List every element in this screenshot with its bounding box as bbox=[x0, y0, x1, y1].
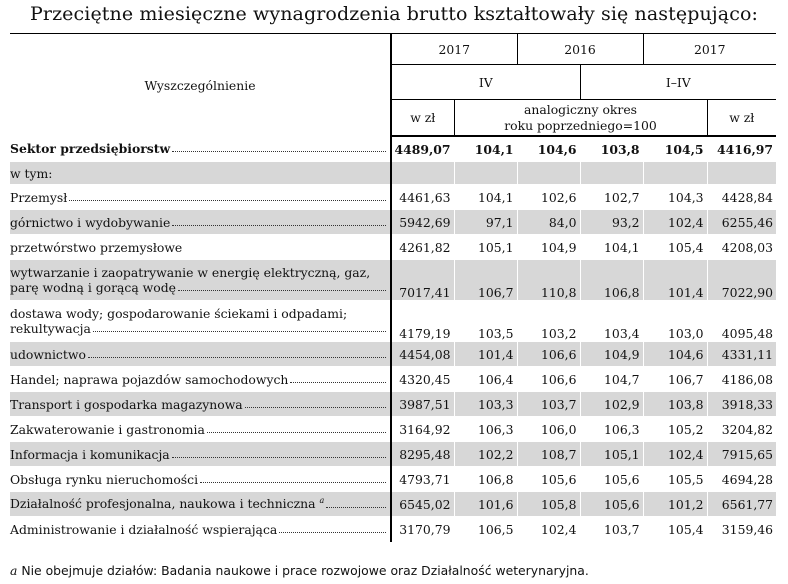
cell: 4186,08 bbox=[707, 367, 776, 392]
analog-line-1: analogiczny okres bbox=[523, 101, 638, 117]
footnote-mark: a bbox=[10, 563, 18, 578]
cell: 105,6 bbox=[517, 467, 580, 492]
table-row bbox=[10, 442, 776, 467]
cell: 104,5 bbox=[643, 136, 707, 162]
cell: 7022,90 bbox=[707, 260, 776, 301]
cell: 103,7 bbox=[580, 517, 643, 542]
cell: 103,8 bbox=[643, 392, 707, 417]
cell: 106,8 bbox=[454, 467, 517, 492]
cell: 7915,65 bbox=[707, 442, 776, 467]
row-label: Handel; naprawa pojazdów samochodowych bbox=[10, 371, 289, 387]
cell: 110,8 bbox=[517, 260, 580, 301]
cell: 104,1 bbox=[454, 185, 517, 210]
cell: 103,4 bbox=[580, 301, 643, 342]
cell bbox=[643, 162, 707, 185]
footnote-text: Nie obejmuje działów: Badania naukowe i prace rozwojowe oraz Działalność weterynaryjna. bbox=[17, 563, 589, 578]
cell: 84,0 bbox=[517, 210, 580, 235]
column-header-year-a: 2017 bbox=[391, 34, 517, 65]
wages-table bbox=[10, 33, 776, 542]
column-header-year-b: 2016 bbox=[517, 34, 643, 65]
cell: 4454,08 bbox=[391, 342, 454, 367]
table-row bbox=[10, 467, 776, 492]
cell: 106,7 bbox=[643, 367, 707, 392]
row-label-line-1: dostawa wody; gospodarowanie ściekami i odpadami; bbox=[10, 306, 348, 321]
row-label-line-2: parę wodną i gorącą wodę bbox=[10, 280, 177, 295]
row-label: w tym: bbox=[10, 165, 53, 181]
table-row bbox=[10, 367, 776, 392]
table-row bbox=[10, 342, 776, 367]
table-row bbox=[10, 235, 776, 260]
cell: 104,1 bbox=[454, 136, 517, 162]
cell: 106,3 bbox=[580, 417, 643, 442]
cell: 105,2 bbox=[643, 417, 707, 442]
cell: 105,5 bbox=[643, 467, 707, 492]
cell: 101,4 bbox=[454, 342, 517, 367]
cell: 108,7 bbox=[517, 442, 580, 467]
table-row bbox=[10, 492, 776, 517]
table-row bbox=[10, 136, 776, 162]
footnote-mark: a bbox=[319, 496, 325, 506]
cell: 105,1 bbox=[454, 235, 517, 260]
cell: 105,8 bbox=[517, 492, 580, 517]
cell: 106,6 bbox=[517, 367, 580, 392]
cell: 4694,28 bbox=[707, 467, 776, 492]
cell: 104,6 bbox=[643, 342, 707, 367]
table-row bbox=[10, 260, 776, 301]
row-label: Zakwaterowanie i gastronomia bbox=[10, 421, 205, 437]
table-row bbox=[10, 185, 776, 210]
cell: 4261,82 bbox=[391, 235, 454, 260]
cell: 102,7 bbox=[580, 185, 643, 210]
column-header-year-c: 2017 bbox=[643, 34, 776, 65]
cell: 7017,41 bbox=[391, 260, 454, 301]
column-header-analog bbox=[454, 100, 707, 137]
cell bbox=[391, 162, 454, 185]
cell: 101,4 bbox=[643, 260, 707, 301]
cell: 104,6 bbox=[517, 136, 580, 162]
row-label: przetwórstwo przemysłowe bbox=[10, 239, 183, 255]
cell: 106,7 bbox=[454, 260, 517, 301]
cell: 104,3 bbox=[643, 185, 707, 210]
cell: 3170,79 bbox=[391, 517, 454, 542]
cell: 8295,48 bbox=[391, 442, 454, 467]
cell bbox=[454, 162, 517, 185]
cell: 3918,33 bbox=[707, 392, 776, 417]
cell: 102,4 bbox=[517, 517, 580, 542]
cell: 4208,03 bbox=[707, 235, 776, 260]
cell: 102,4 bbox=[643, 442, 707, 467]
column-header-label: Wyszczególnienie bbox=[10, 34, 391, 137]
cell: 105,6 bbox=[580, 467, 643, 492]
cell: 4095,48 bbox=[707, 301, 776, 342]
cell: 106,6 bbox=[517, 342, 580, 367]
table-row bbox=[10, 162, 776, 185]
row-label: górnictwo i wydobywanie bbox=[10, 214, 171, 230]
table-row bbox=[10, 517, 776, 542]
cell: 104,7 bbox=[580, 367, 643, 392]
cell: 102,2 bbox=[454, 442, 517, 467]
row-label: Administrowanie i działalność wspierająca bbox=[10, 521, 278, 537]
table-row bbox=[10, 417, 776, 442]
row-label: Informacja i komunikacja bbox=[10, 446, 170, 462]
cell: 3164,92 bbox=[391, 417, 454, 442]
row-label: Przemysł bbox=[10, 189, 68, 205]
cell: 106,5 bbox=[454, 517, 517, 542]
row-label: Działalność profesjonalna, naukowa i techniczna bbox=[10, 496, 316, 512]
cell: 104,9 bbox=[517, 235, 580, 260]
cell: 4179,19 bbox=[391, 301, 454, 342]
analog-line-2: roku poprzedniego=100 bbox=[504, 117, 657, 133]
cell: 3987,51 bbox=[391, 392, 454, 417]
column-header-unit-a: w zł bbox=[391, 100, 454, 137]
row-label: Obsługa rynku nieruchomości bbox=[10, 471, 199, 487]
cell: 102,9 bbox=[580, 392, 643, 417]
cell: 3159,46 bbox=[707, 517, 776, 542]
row-label-line-1: wytwarzanie i zaopatrywanie w energię elektryczną, gaz, bbox=[10, 265, 371, 280]
cell: 103,3 bbox=[454, 392, 517, 417]
cell: 103,7 bbox=[517, 392, 580, 417]
cell: 106,8 bbox=[580, 260, 643, 301]
column-header-unit-c: w zł bbox=[707, 100, 776, 137]
cell: 101,6 bbox=[454, 492, 517, 517]
row-label: Sektor przedsiębiorstw bbox=[10, 141, 171, 156]
cell: 4428,84 bbox=[707, 185, 776, 210]
cell: 105,1 bbox=[580, 442, 643, 467]
cell: 4320,45 bbox=[391, 367, 454, 392]
cell: 93,2 bbox=[580, 210, 643, 235]
cell: 4793,71 bbox=[391, 467, 454, 492]
row-label-line-2: rekultywacja bbox=[10, 321, 91, 336]
cell: 102,6 bbox=[517, 185, 580, 210]
cell bbox=[707, 162, 776, 185]
page-title: Przeciętne miesięczne wynagrodzenia brutto kształtowały się następująco: bbox=[30, 3, 758, 25]
cell: 105,4 bbox=[643, 235, 707, 260]
cell: 106,0 bbox=[517, 417, 580, 442]
cell: 6561,77 bbox=[707, 492, 776, 517]
cell: 106,4 bbox=[454, 367, 517, 392]
column-header-period-b: I–IV bbox=[580, 65, 776, 100]
table-row bbox=[10, 392, 776, 417]
cell: 105,6 bbox=[580, 492, 643, 517]
cell: 103,5 bbox=[454, 301, 517, 342]
column-header-period-a: IV bbox=[391, 65, 580, 100]
cell: 6545,02 bbox=[391, 492, 454, 517]
cell: 3204,82 bbox=[707, 417, 776, 442]
cell bbox=[580, 162, 643, 185]
cell: 101,2 bbox=[643, 492, 707, 517]
row-label: udownictwo bbox=[10, 346, 86, 362]
cell: 4461,63 bbox=[391, 185, 454, 210]
cell: 4416,97 bbox=[707, 136, 776, 162]
table-row bbox=[10, 301, 776, 342]
cell: 4489,07 bbox=[391, 136, 454, 162]
table-row bbox=[10, 210, 776, 235]
cell: 103,8 bbox=[580, 136, 643, 162]
cell: 105,4 bbox=[643, 517, 707, 542]
cell: 104,9 bbox=[580, 342, 643, 367]
cell: 103,0 bbox=[643, 301, 707, 342]
cell: 5942,69 bbox=[391, 210, 454, 235]
cell: 6255,46 bbox=[707, 210, 776, 235]
cell: 104,1 bbox=[580, 235, 643, 260]
cell: 103,2 bbox=[517, 301, 580, 342]
cell bbox=[517, 162, 580, 185]
cell: 97,1 bbox=[454, 210, 517, 235]
cell: 4331,11 bbox=[707, 342, 776, 367]
footnote bbox=[10, 563, 589, 578]
row-label: Transport i gospodarka magazynowa bbox=[10, 396, 243, 412]
cell: 106,3 bbox=[454, 417, 517, 442]
cell: 102,4 bbox=[643, 210, 707, 235]
